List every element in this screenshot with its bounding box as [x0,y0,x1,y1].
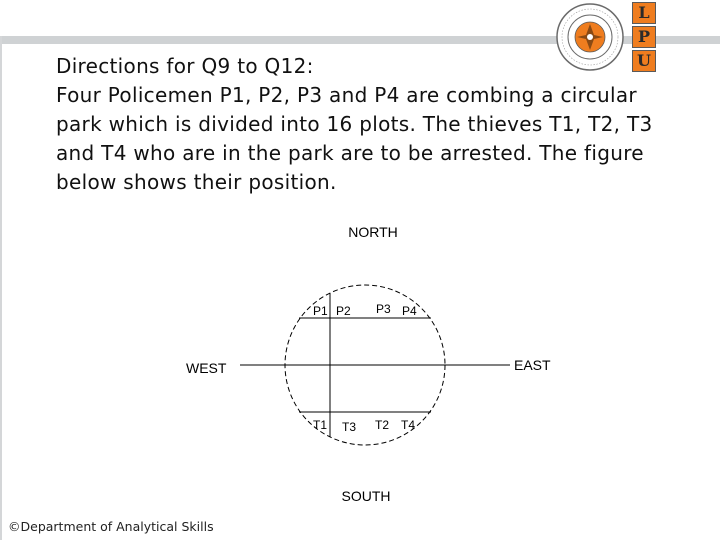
logo-letter-l: L [632,2,656,24]
logo-letter-p: P [632,26,656,48]
problem-description: Four Policemen P1, P2, P3 and P4 are combing a circular park which is divided into 16 plots. The thieves T1, T2, T3 and T4 who are in the park are to be arrested. The figure below shows their position. [56,83,653,194]
policeman-p2-label: P2 [336,304,351,318]
slide-text [56,52,666,197]
policeman-p1-label: P1 [313,304,328,318]
left-frame-border [0,36,2,540]
thief-t1-label: T1 [313,418,328,432]
thief-t4-label: T4 [401,418,416,432]
south-label: SOUTH [341,488,391,504]
park-diagram [180,220,570,510]
footer-copyright: ©Department of Analytical Skills [8,519,214,534]
policeman-p3-label: P3 [376,302,391,316]
north-label: NORTH [348,224,398,240]
thief-t2-label: T2 [375,418,390,432]
policeman-p4-label: P4 [402,304,417,318]
east-label: EAST [514,357,551,373]
thief-t3-label: T3 [342,420,357,434]
logo-letter-u: U [632,50,656,72]
directions-heading: Directions for Q9 to Q12: [56,54,314,78]
west-label: WEST [186,360,227,376]
